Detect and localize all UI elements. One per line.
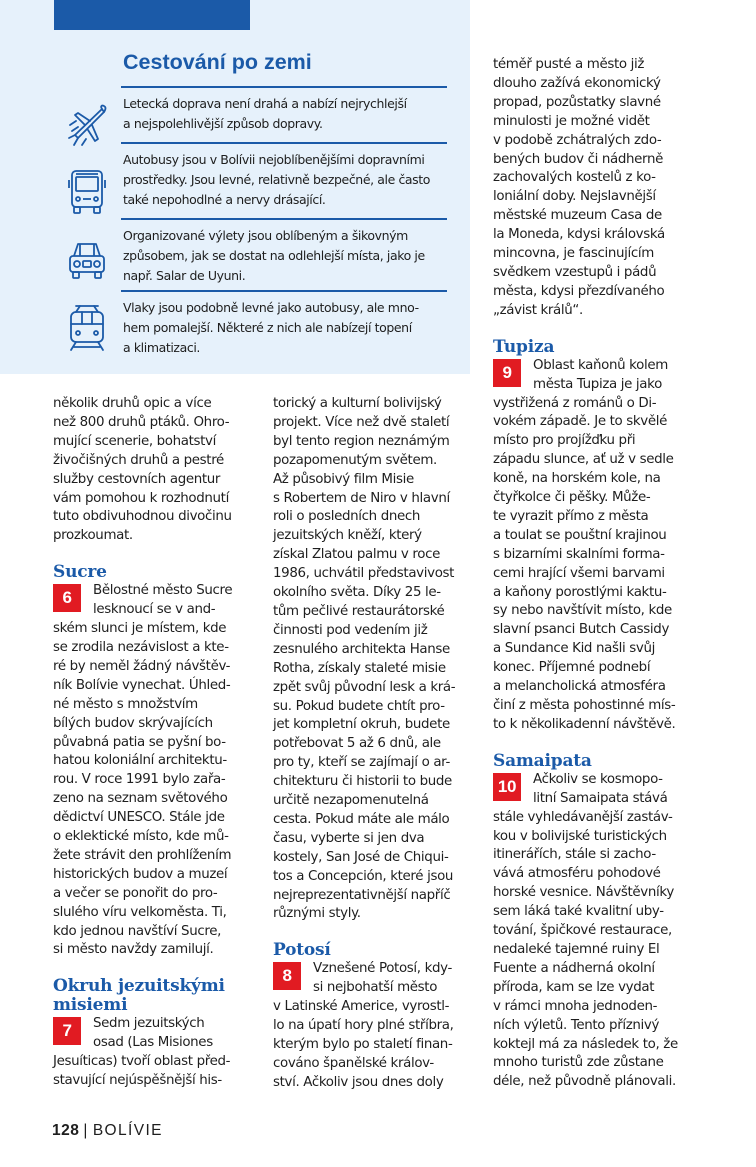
text-line: než 800 druhů ptáků. Ohro- <box>53 414 230 430</box>
text-line: slavní psanci Butch Cassidy <box>493 622 670 638</box>
text-line: stavující nejúspěšnější his- <box>53 1073 222 1089</box>
row-divider <box>121 142 447 144</box>
text-line: Rotha, získaly staleté misie <box>273 660 446 676</box>
transport-box-title: Cestování po zemi <box>123 50 312 74</box>
text-line: cemi hrající všemi barvami <box>493 565 665 581</box>
text-line: kostely, San José de Chiqui- <box>273 849 449 865</box>
header-color-bar <box>54 0 250 30</box>
text-line: činí z města pohostinné mís- <box>493 698 676 713</box>
text-line: prozkoumat. <box>53 528 133 544</box>
text-line: čtyřkolce či pěšky. Může- <box>493 490 651 506</box>
text-line: mincovna, je fascinujícím <box>493 246 654 262</box>
text-line: příroda, kam se lze vydat <box>493 979 655 995</box>
text-line: torický a kulturní bolivijský <box>273 396 442 411</box>
text-line: hem pomalejší. Některé z nich ale nabízejí topení <box>123 320 412 335</box>
text-line: vává atmosféru pohodové <box>493 866 661 882</box>
text-line: Bělostné město Sucre <box>93 583 233 599</box>
text-line: itinerářích, stále si zacho- <box>493 847 656 863</box>
text-line: tům pečlivé restaurátorské <box>273 603 445 619</box>
text-line: cesta. Pokud máte ale málo <box>273 811 450 827</box>
text-line: la Moneda, kdysi královská <box>493 227 665 243</box>
text-line: a toulat se pouštní krajinou <box>493 527 667 543</box>
text-line: různými styly. <box>273 906 361 922</box>
text-line: dědictví UNESCO. Stále jde <box>53 810 225 826</box>
footer-section-name: BOLÍVIE <box>92 1122 163 1139</box>
section-number-badge: 6 <box>53 584 81 612</box>
text-line: v Latinské Americe, vyrostl- <box>273 999 450 1015</box>
text-line: živočišných druhů a pestré <box>53 452 224 468</box>
section-title: Sucre <box>53 562 107 583</box>
text-line: historických budov a muzeí <box>53 866 228 882</box>
text-line: Jesuíticas) tvoří oblast před- <box>53 1054 231 1070</box>
transport-text-bus <box>123 150 441 210</box>
section <box>493 752 703 1092</box>
text-line: zpět svůj původní lesk a krá- <box>273 679 456 695</box>
text-line: rou. V roce 1991 bylo zařa- <box>53 772 226 788</box>
section-title: Potosí <box>273 940 331 961</box>
text-line: času, vyberte si jen dva <box>273 830 425 846</box>
text-line: sy nebo navštívit místo, kde <box>493 603 672 619</box>
text-line: kou v bolivijské turistických <box>493 828 667 844</box>
section <box>493 338 703 735</box>
text-line: hatou koloniální architektu- <box>53 753 227 769</box>
text-line: déle, než původně plánovali. <box>493 1074 676 1090</box>
text-line: horské vesnice. Návštěvníky <box>493 885 674 901</box>
text-column-2 <box>273 395 473 1093</box>
text-line: mující scenerie, bohatství <box>53 433 216 449</box>
section <box>273 941 473 1092</box>
text-line: nedaleké tajemné ruiny El <box>493 941 660 957</box>
text-line: roli o posledních dnech <box>273 509 421 525</box>
text-line: ních výletů. Tento příznivý <box>493 1017 660 1033</box>
text-line: Letecká doprava není drahá a nabízí nejrychlejší <box>123 96 407 111</box>
text-line: „závist králů“. <box>493 302 583 318</box>
text-line: zeno na seznam světového <box>53 791 228 807</box>
text-line: litní Samaipata stává <box>533 790 668 806</box>
text-line: Až působivý film Misie <box>273 471 414 487</box>
text-column-1 <box>53 395 253 1091</box>
text-line: tos a Concepción, které jsou <box>273 868 454 884</box>
text-line: ství. Ačkoliv jsou dnes doly <box>273 1074 444 1090</box>
text-line: činnosti pod vedením již <box>273 622 428 638</box>
section-number-badge: 10 <box>493 773 521 801</box>
text-line: vystřižená z románů o Di- <box>493 395 657 411</box>
section-title: Tupiza <box>493 336 555 357</box>
text-line: ré by neměl žádný návštěv- <box>53 658 231 674</box>
text-line: s bizarními skalními forma- <box>493 546 665 562</box>
text-line: okolního světa. Díky 25 le- <box>273 585 441 601</box>
text-line: se zrodila nezávislost a kte- <box>53 639 229 655</box>
footer-separator: | <box>83 1122 89 1139</box>
text-line: téměř pusté a město již <box>493 57 645 72</box>
text-line: né město s množstvím <box>53 696 198 712</box>
text-line: ník Bolívie vynechat. Úhled- <box>53 677 231 693</box>
text-line: ském slunci je místem, kde <box>53 621 227 637</box>
text-line: chitekturu či historii to bude <box>273 774 452 790</box>
text-line: a večer se ponořit do pro- <box>53 885 218 901</box>
text-line: mnoho turistů zde zůstane <box>493 1055 664 1071</box>
text-line: potřebovat 5 až 6 dnů, ale <box>273 736 441 752</box>
text-line: si nejbohatší město <box>313 980 438 996</box>
text-line: bených budov či nádherně <box>493 151 663 167</box>
row-divider <box>121 218 447 220</box>
text-line: půvabná patia se pyšní bo- <box>53 734 226 750</box>
text-line: města, kdysi přezdívaného <box>493 283 665 299</box>
text-line: su. Pokud budete chtít pro- <box>273 698 445 714</box>
text-line: zachovalých kostelů z ko- <box>493 170 656 186</box>
text-line: minulosti je možné vidět <box>493 113 650 129</box>
text-line: 1986, uchvátil představivost <box>273 566 455 582</box>
text-line: v rámci mnoha jednoden- <box>493 998 658 1014</box>
text-line: koně, na horském kole, na <box>493 471 661 487</box>
text-line: zesnulého architekta Hanse <box>273 641 450 657</box>
section <box>53 977 253 1091</box>
text-line: získal Zlatou palmu v roce <box>273 547 441 563</box>
text-line: o eklektické místo, kde mů- <box>53 829 229 845</box>
text-line: nejreprezentativnější napříč <box>273 887 451 903</box>
text-line: konec. Příjemné podnebí <box>493 660 651 676</box>
text-line: Vznešené Potosí, kdy- <box>313 961 452 977</box>
text-line: způsobem, jak se dostat na odlehlejší místa, jako je <box>123 248 425 263</box>
text-line: s Robertem de Niro v hlavní <box>273 490 450 506</box>
page-footer <box>52 1122 163 1140</box>
text-line: a klimatizaci. <box>123 340 200 355</box>
text-line: jezuitských kněží, který <box>273 528 422 544</box>
transport-text-jeep <box>123 226 441 286</box>
text-line: pro ty, kteří se zajímají o ar- <box>273 755 450 771</box>
text-line: propad, pozůstatky slavné <box>493 94 661 110</box>
text-line: Organizované výlety jsou oblíbeným a šikovným <box>123 228 408 243</box>
text-line: cováno španělské králov- <box>273 1055 434 1071</box>
jeep-icon <box>66 236 108 284</box>
text-line: západu slunce, ať už v sedle <box>493 452 674 468</box>
transport-text-plane <box>123 94 441 134</box>
transport-info-box <box>0 0 470 374</box>
text-line: Autobusy jsou v Bolívii nejoblíbenějšími dopravními <box>123 152 425 167</box>
section-number-badge: 9 <box>493 359 521 387</box>
text-line: Fuente a nádherná okolní <box>493 960 655 976</box>
text-line: a kaňony porostlými kaktu- <box>493 584 667 600</box>
text-line: určitě nezapomenutelná <box>273 793 429 809</box>
text-line: koktejl má za následek to, že <box>493 1036 678 1052</box>
text-line: jet kompletní okruh, budete <box>273 717 450 733</box>
text-line: také nepohodlné a nervy drásající. <box>123 192 326 207</box>
text-line: si město navždy zamilují. <box>53 942 214 958</box>
text-line: několik druhů opic a více <box>53 396 212 411</box>
text-line: a nejspolehlivější způsob dopravy. <box>123 116 323 131</box>
text-line: Ačkoliv se kosmopo- <box>533 771 663 787</box>
text-line: Oblast kaňonů kolem <box>533 357 668 373</box>
section-number-badge: 7 <box>53 1017 81 1045</box>
row-divider <box>121 86 447 88</box>
text-line: to k několikadenní návštěvě. <box>493 716 676 732</box>
text-line: místo pro projížďku při <box>493 433 636 449</box>
text-line: kdo jednou navštíví Sucre, <box>53 923 222 939</box>
text-line: např. Salar de Uyuni. <box>123 268 246 283</box>
transport-text-train <box>123 298 441 358</box>
bus-icon <box>66 168 108 216</box>
text-line: bílých budov skrývajících <box>53 715 213 731</box>
text-line: te vyrazit přímo z města <box>493 508 649 524</box>
plane-icon <box>66 101 108 149</box>
text-line: projekt. Více než dvě staletí <box>273 414 450 430</box>
text-line: žete strávit den prohlížením <box>53 847 232 863</box>
text-line: města Tupiza je jako <box>533 376 662 392</box>
section-title: misiemi <box>53 995 128 1016</box>
section-title: Samaipata <box>493 750 592 771</box>
text-line: tuto obdivuhodnou divočinu <box>53 509 232 525</box>
text-line: a melancholická atmosféra <box>493 679 666 695</box>
text-line: sem láká také kvalitní uby- <box>493 904 664 920</box>
page-number: 128 <box>52 1122 80 1139</box>
text-line: slulého víru velkoměsta. Ti, <box>53 904 227 920</box>
text-line: kterým bylo po staletí finan- <box>273 1037 453 1052</box>
text-line: Sedm jezuitských <box>93 1016 205 1032</box>
text-line: stále vyhledávanější zastáv- <box>493 809 673 825</box>
train-icon <box>66 304 108 352</box>
section <box>53 563 253 960</box>
text-line: byl tento region neznámým <box>273 433 450 449</box>
text-line: a Sundance Kid našli svůj <box>493 641 655 657</box>
text-line: služby cestovních agentur <box>53 471 221 487</box>
text-line: lesknoucí se v and- <box>93 602 216 618</box>
section-number-badge: 8 <box>273 962 301 990</box>
text-line: Vlaky jsou podobně levné jako autobusy, ale mno- <box>123 300 419 315</box>
text-line: osad (Las Misiones <box>93 1035 213 1051</box>
text-line: loniální doby. Nejslavnější <box>493 189 656 205</box>
text-line: městské muzeum Casa de <box>493 208 662 224</box>
text-line: pozapomenutým světem. <box>273 452 437 468</box>
text-line: vám pomohou k rozhodnutí <box>53 490 229 506</box>
text-line: prostředky. Jsou levné, relativně bezpečné, ale často <box>123 172 431 187</box>
text-line: dlouho zažívá ekonomický <box>493 75 661 91</box>
row-divider <box>121 290 447 292</box>
text-line: lo na úpatí hory plné stříbra, <box>273 1018 454 1034</box>
text-line: tování, špičkové restaurace, <box>493 923 672 939</box>
section-title: Okruh jezuitskými <box>53 976 225 997</box>
text-line: svědkem vzestupů i pádů <box>493 264 657 280</box>
text-column-3 <box>493 56 703 1092</box>
text-line: vokém západě. Je to skvělé <box>493 414 668 430</box>
text-line: v podobě zchátralých zdo- <box>493 132 662 148</box>
